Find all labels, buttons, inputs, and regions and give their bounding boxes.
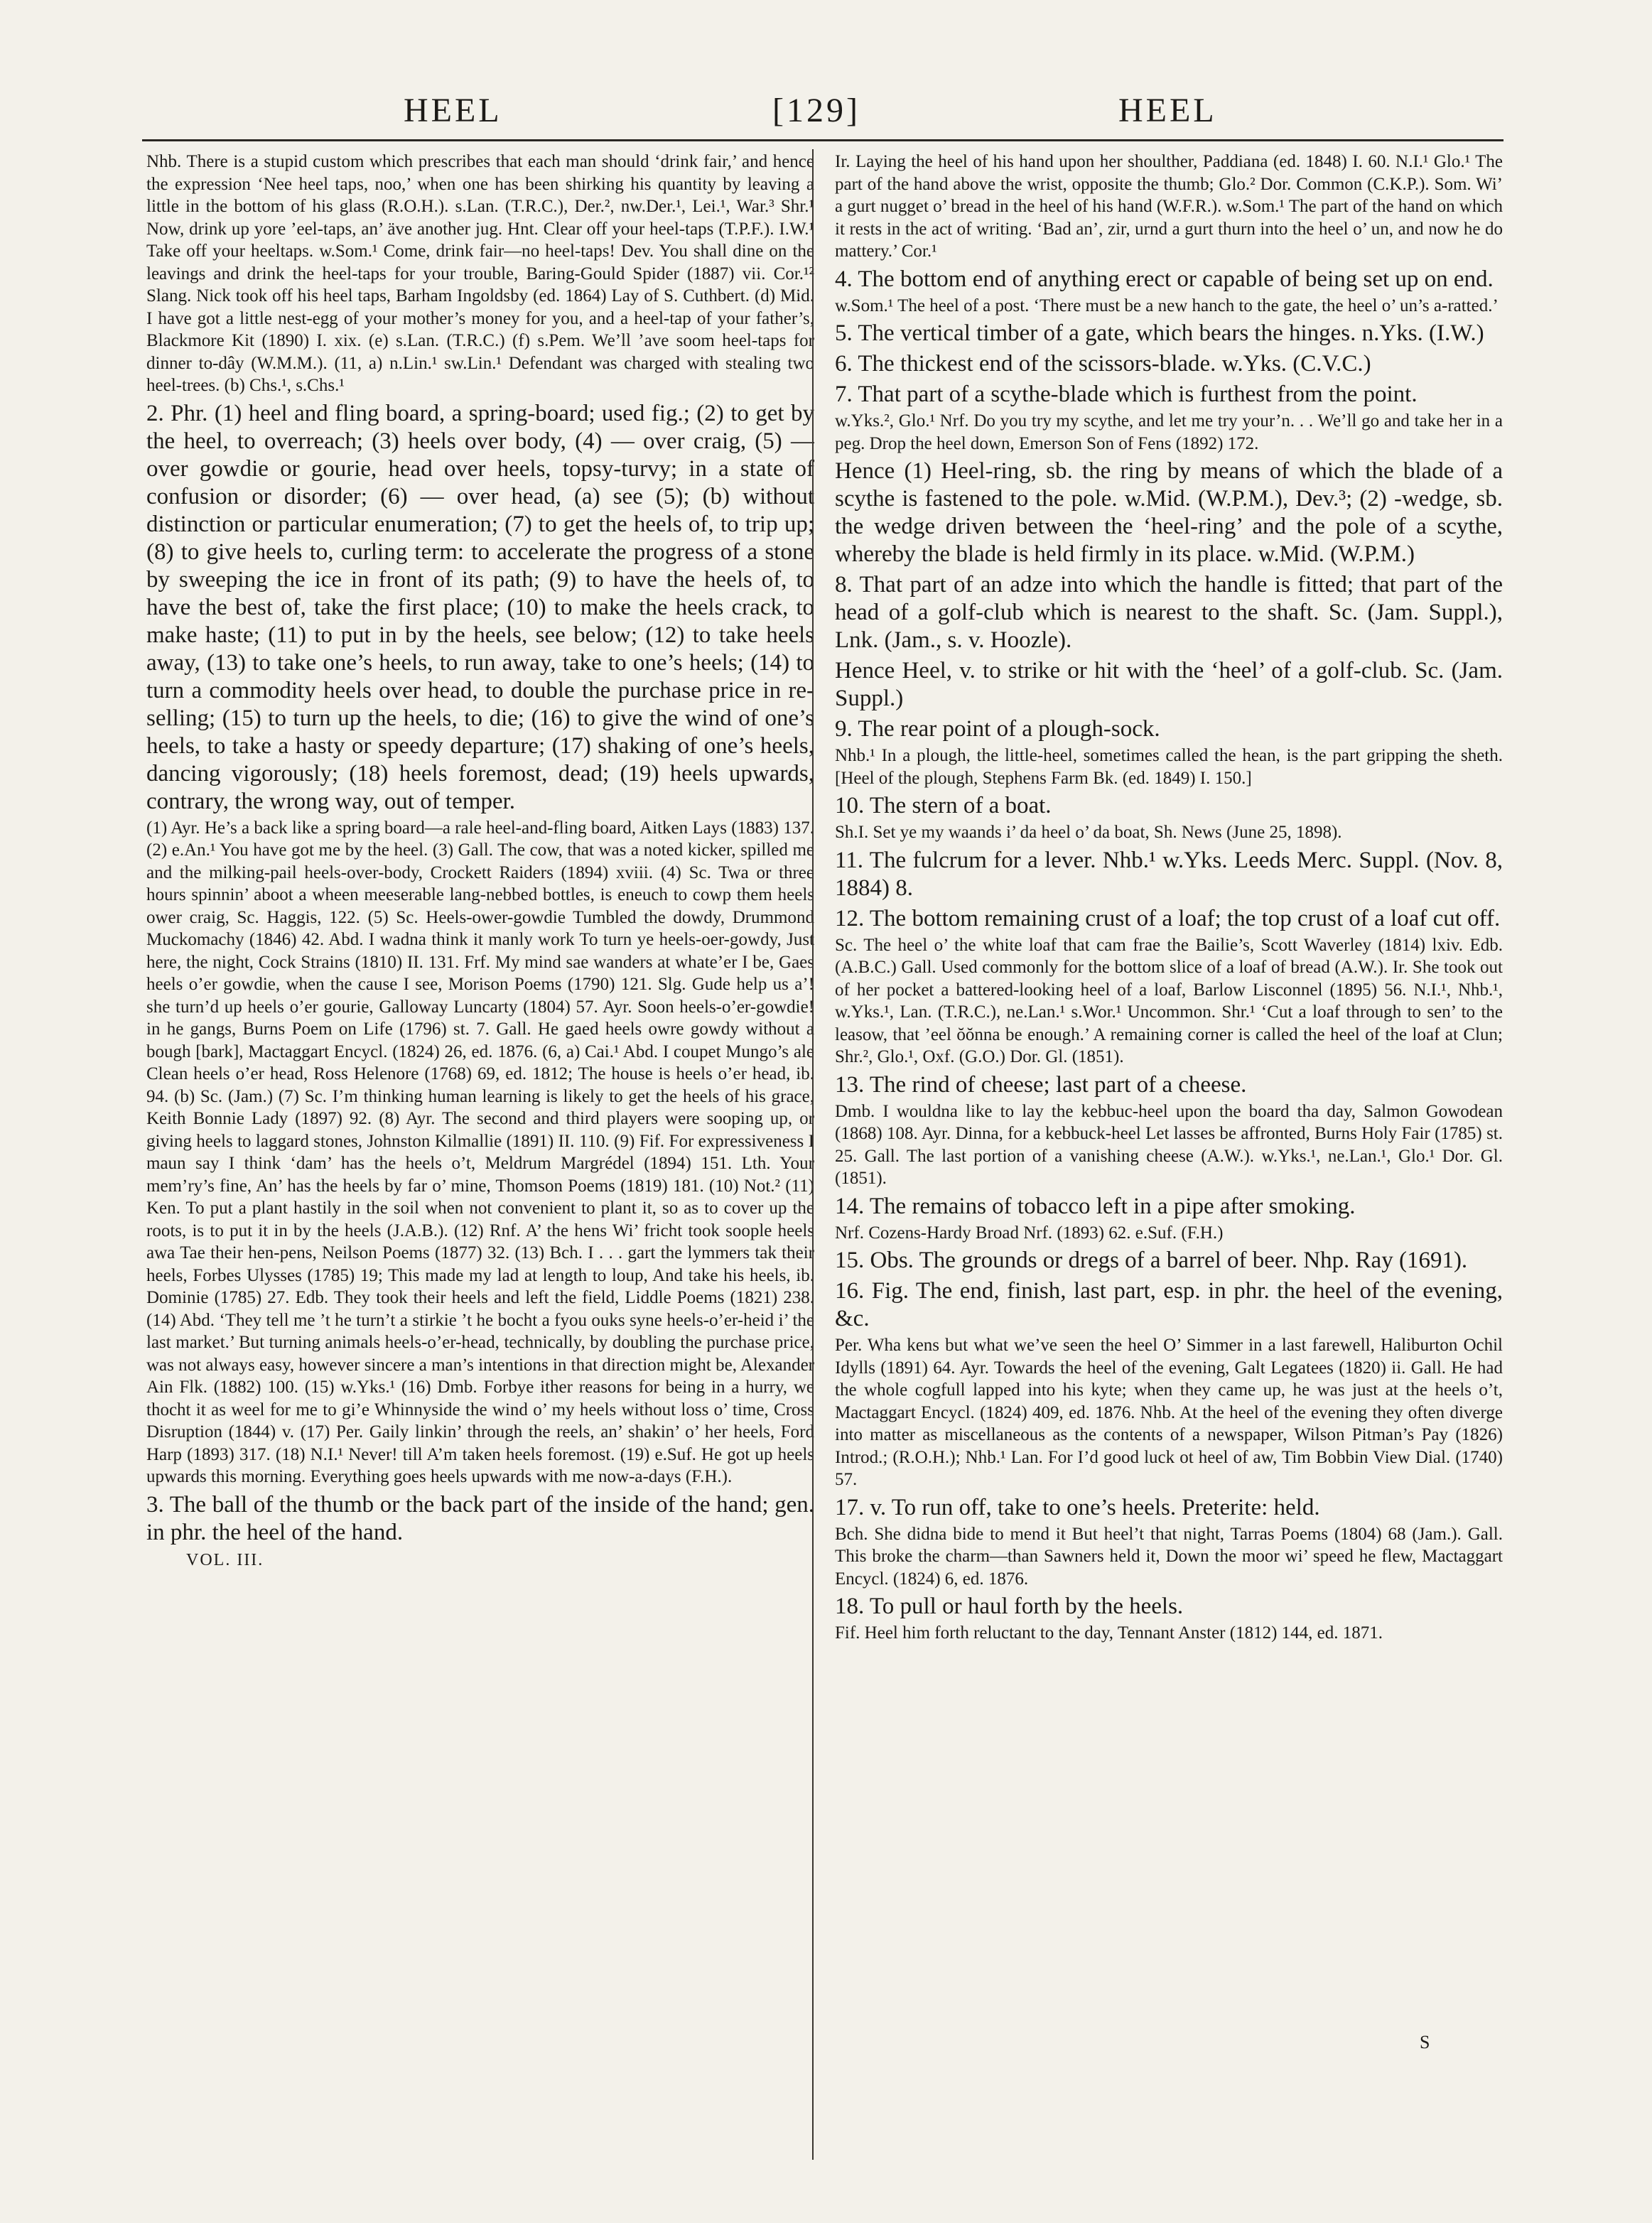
- entry-paragraph: 7. That part of a scythe-blade which is furthest from the point.: [835, 382, 1418, 407]
- header-rule: [142, 139, 1503, 141]
- right-column: [835, 151, 1503, 2190]
- entry-paragraph: Ir. Laying the heel of his hand upon her shoulther, Paddiana (ed. 1848) I. 60. N.I.¹ Glo.¹ The part of the hand above the wrist, opposite the thumb; Glo.² Dor. Common (C.K.P.). Som. Wi’ a gurt nugget o’ bread in the heel of his hand (W.F.R.). w.Som.¹ The part of the hand on which it rests in the act of writing. ‘Bad an’, zir, urnd a gurt thurn into the heel o’ un, and now he do mattery.’ Cor.¹: [835, 152, 1503, 261]
- left-column: [146, 151, 814, 2190]
- entry-paragraph: 3. The ball of the thumb or the back part of the inside of the hand; gen. in phr. the heel of the hand.: [146, 1491, 814, 1545]
- entry-paragraph: 15. Obs. The grounds or dregs of a barrel of beer. Nhp. Ray (1691).: [835, 1248, 1468, 1273]
- entry-paragraph: Hence (1) Heel-ring, sb. the ring by means of which the blade of a scythe is fastened to the pole. w.Mid. (W.P.M.), Dev.³; (2) -wedge, sb. the wedge driven between the ‘heel-ring’ and the pole of a scythe, whereby the blade is held firmly in its place. w.Mid. (W.P.M.): [835, 458, 1503, 567]
- signature-mark: S: [1420, 2032, 1430, 2052]
- entry-paragraph: 4. The bottom end of anything erect or capable of being set up on end.: [835, 266, 1494, 292]
- entry-paragraph: Nrf. Cozens-Hardy Broad Nrf. (1893) 62. e.Suf. (F.H.): [835, 1223, 1224, 1243]
- entry-paragraph: Fif. Heel him forth reluctant to the day, Tennant Anster (1812) 144, ed. 1871.: [835, 1623, 1383, 1643]
- entry-paragraph: 9. The rear point of a plough-sock.: [835, 716, 1160, 742]
- entry-paragraph: w.Som.¹ The heel of a post. ‘There must be a new hanch to the gate, the heel o’ un’s a-ratted.’: [835, 296, 1499, 315]
- entry-paragraph: 5. The vertical timber of a gate, which bears the hinges. n.Yks. (I.W.): [835, 320, 1484, 346]
- entry-paragraph: Sh.I. Set ye my waands i’ da heel o’ da boat, Sh. News (June 25, 1898).: [835, 823, 1342, 842]
- entry-paragraph: Nhb.¹ In a plough, the little-heel, sometimes called the hean, is the part gripping the sheth. [Heel of the plough, Stephens Farm Bk. (ed. 1849) I. 150.]: [835, 746, 1503, 788]
- entry-paragraph: 16. Fig. The end, finish, last part, esp. in phr. the heel of the evening, &c.: [835, 1278, 1503, 1331]
- entry-paragraph: 2. Phr. (1) heel and fling board, a spring-board; used fig.; (2) to get by the heel, to overreach; (3) heels over body, (4) — over craig, (5) — over gowdie or gourie, head over heels, topsy-turvy; in a state of confusion or disorder; (6) — over head, (a) see (5); (b) without distinction or particular enumeration; (7) to get the heels of, to trip up; (8) to give heels to, curling term: to accelerate the progress of a stone by sweeping the ice in front of its path; (9) to have the heels of, to have the best of, take the first place; (10) to make the heels crack, to make haste; (11) to put in by the heels, see below; (12) to take heels away, (13) to take one’s heels, to run away, take to one’s heels; (14) to turn a commodity heels over head, to double the purchase price in re-selling; (15) to turn up the heels, to die; (16) to give the wind of one’s heels, to take a hasty or speedy departure; (17) shaking of one’s heels, dancing vigorously; (18) heels foremost, dead; (19) heels upwards, contrary, the wrong way, out of temper.: [146, 400, 814, 814]
- entry-paragraph: Nhb. There is a stupid custom which prescribes that each man should ‘drink fair,’ and hence the expression ‘Nee heel taps, noo,’ when one has been shirking his quantity by leaving a little in the bottom of his glass (R.O.H.). s.Lan. (T.R.C.), Der.², nw.Der.¹, Lei.¹, War.³ Shr.¹ Now, drink up yore ’eel-taps, an’ äve another jug. Hnt. Clear off your heel-taps (T.P.F.). I.W.¹ Take off your heeltaps. w.Som.¹ Come, drink fair—no heel-taps! Dev. You shall dine on the leavings and drink the heel-taps for your trouble, Baring-Gould Spider (1887) vii. Cor.¹² Slang. Nick took off his heel taps, Barham Ingoldsby (ed. 1864) Lay of S. Cuthbert. (d) Mid. I have got a little nest-egg of your mother’s money for you, and a heel-tap of your father’s, Blackmore Kit (1890) I. xix. (e) s.Lan. (T.R.C.) (f) s.Pem. We’ll ’ave soom heel-taps for dinner to-dây (W.M.M.). (11, a) n.Lin.¹ sw.Lin.¹ Defendant was charged with stealing two heel-trees. (b) Chs.¹, s.Chs.¹: [146, 152, 814, 395]
- entry-paragraph: Sc. The heel o’ the white loaf that cam frae the Bailie’s, Scott Waverley (1814) lxiv. Edb. (A.B.C.) Gall. Used commonly for the bottom slice of a loaf of bread (A.W.). Ir. She took out of her pocket a battered-looking heel of a loaf, Barlow Lisconnel (1895) 56. N.I.¹, Nhb.¹, w.Yks.¹, Lan. (T.R.C.), ne.Lan.¹ s.Wor.¹ Uncommon. Shr.¹ ‘Cut a loaf through to sen’ to the leasow, that ’eel ŏŏnna be enough.’ A remaining corner is called the heel of the loaf at Clun; Shr.², Glo.¹, Oxf. (G.O.) Dor. Gl. (1851).: [835, 935, 1503, 1066]
- entry-paragraph: 17. v. To run off, take to one’s heels. Preterite: held.: [835, 1494, 1320, 1520]
- column-divider: [812, 149, 814, 2160]
- entry-paragraph: 6. The thickest end of the scissors-blade. w.Yks. (C.V.C.): [835, 351, 1371, 377]
- entry-paragraph: 12. The bottom remaining crust of a loaf; the top crust of a loaf cut off.: [835, 905, 1501, 931]
- page-number: [129]: [772, 92, 860, 129]
- entry-paragraph: Hence Heel, v. to strike or hit with the ‘heel’ of a golf-club. Sc. (Jam. Suppl.): [835, 658, 1503, 711]
- entry-paragraph: 10. The stern of a boat.: [835, 793, 1052, 818]
- entry-paragraph: Per. Wha kens but what we’ve seen the heel O’ Simmer in a last farewell, Haliburton Ochil Idylls (1891) 64. Ayr. Towards the heel of the evening, Galt Legatees (1820) ii. Gall. He had the whole cogfull lapped into his kyte; when they came up, he was just at the heels o’t, Mactaggart Encycl. (1824) 409, ed. 1876. Nhb. At the heel of the evening they often diverge into matter as miscellaneous as the contents of a newspaper, Wilson Pitman’s Pay (1826) Introd.; (R.O.H.); Nhb.¹ Lan. For I’d good luck ot heel of aw, Tim Bobbin View Dial. (1740) 57.: [835, 1336, 1503, 1489]
- entry-paragraph: 13. The rind of cheese; last part of a cheese.: [835, 1071, 1247, 1098]
- entry-paragraph: Dmb. I wouldna like to lay the kebbuc-heel upon the board tha day, Salmon Gowodean (1868) 108. Ayr. Dinna, for a kebbuck-heel Let lasses be affronted, Burns Holy Fair (1785) st. 25. Gall. The last portion of a vanishing cheese (A.W.). w.Yks.¹, ne.Lan.¹, Glo.¹ Dor. Gl. (1851).: [835, 1101, 1503, 1188]
- entry-paragraph: Bch. She didna bide to mend it But heel’t that night, Tarras Poems (1804) 68 (Jam.). Gall. This broke the charm—than Sawners held it, Down the moor wi’ speed he flew, Mactaggart Encycl. (1824) 6, ed. 1876.: [835, 1524, 1503, 1589]
- entry-paragraph: 18. To pull or haul forth by the heels.: [835, 1594, 1184, 1619]
- entry-paragraph: 14. The remains of tobacco left in a pipe after smoking.: [835, 1193, 1356, 1219]
- entry-paragraph: 8. That part of an adze into which the handle is fitted; that part of the head of a golf-club which is nearest to the shaft. Sc. (Jam. Suppl.), Lnk. (Jam., s. v. Hoozle).: [835, 572, 1503, 653]
- running-head-left: HEEL: [404, 92, 502, 129]
- entry-paragraph: w.Yks.², Glo.¹ Nrf. Do you try my scythe, and let me try your’n. . . We’ll go and take her in a peg. Drop the heel down, Emerson Son of Fens (1892) 172.: [835, 411, 1503, 453]
- volume-label: VOL. III.: [186, 1550, 264, 1569]
- running-head-right: HEEL: [1118, 92, 1217, 129]
- entry-paragraph: 11. The fulcrum for a lever. Nhb.¹ w.Yks. Leeds Merc. Suppl. (Nov. 8, 1884) 8.: [835, 847, 1503, 901]
- entry-paragraph: (1) Ayr. He’s a back like a spring board—a rale heel-and-fling board, Aitken Lays (1883) 137. (2) e.An.¹ You have got me by the heel. (3) Gall. The cow, that was a noted kicker, spilled me and the milking-pail heels-over-body, Crockett Raiders (1894) xviii. (4) Sc. Twa or three hours spinnin’ aboot a wheen meeserable lang-nebbed bottles, is eneuch to cowp them heels ower craig, Sc. Haggis, 122. (5) Sc. Heels-ower-gowdie Tumbled the dowdy, Drummond Muckomachy (1846) 42. Abd. I wadna think it manly work To turn ye heels-oer-gowdy, Just here, the night, Cock Strains (1810) II. 131. Frf. My mind sae wanders at whate’er I be, Gaes heels o’er gowdie, when the cause I see, Morison Poems (1790) 121. Slg. Gude help us a’! she turn’d up heels o’er gourie, Galloway Luncarty (1804) 57. Ayr. Soon heels-o’er-gowdie! in he gangs, Burns Poem on Life (1796) st. 7. Gall. He gaed heels owre gowdy without a bough [bark], Mactaggart Encycl. (1824) 26, ed. 1876. (6, a) Cai.¹ Abd. I coupet Mungo’s ale Clean heels o’er head, Ross Helenore (1768) 69, ed. 1812; The house is heels o’er head, ib. 94. (b) Sc. (Jam.) (7) Sc. I’m thinking human learning is likely to get the heels of his grace, Keith Bonnie Lady (1897) 92. (8) Ayr. The second and third players were sooping up, or giving heels to laggard stones, Johnston Kilmallie (1891) II. 110. (9) Fif. For expressiveness I maun say I think ‘dam’ has the heels o’t, Meldrum Margrédel (1894) 151. Lth. Your mem’ry’s fine, An’ has the heels by far o’ mine, Thomson Poems (1819) 181. (10) Not.² (11) Ken. To put a plant hastily in the soil when not convenient to plant it, so as to cover up the roots, is to put it in by the heels (J.A.B.). (12) Rnf. A’ the hens Wi’ fricht took soople heels awa Tae their hen-pens, Neilson Poems (1877) 32. (13) Bch. I . . . gart the lymmers tak their heels, Forbes Ulysses (1785) 19; This made my lad at length to loup, And take his heels, ib. Dominie (1785) 27. Edb. They took their heels and left the field, Liddle Poems (1821) 238. (14) Abd. ‘They tell me ’t he turn’t a stirkie ’t he bocht a fyou ouks syne heels-o’er-heid i’ the last market.’ But turning animals heels-o’er-head, technically, by doubling the purchase price, was not always easy, however sincere a man’s intentions in that direction might be, Alexander Ain Flk. (1882) 100. (15) w.Yks.¹ (16) Dmb. Forbye ither reasons for being in a hurry, we thocht it as weel for me to gi’e Whinnyside the wind o’ my heels without loss o’ time, Cross Disruption (1844) v. (17) Per. Gaily linkin’ through the reels, an’ shakin’ o’ her heels, Ford Harp (1893) 317. (18) N.I.¹ Never! till A’m taken heels foremost. (19) e.Suf. He got up heels upwards this morning. Everything goes heels upwards with me now-a-days (F.H.).: [146, 818, 814, 1486]
